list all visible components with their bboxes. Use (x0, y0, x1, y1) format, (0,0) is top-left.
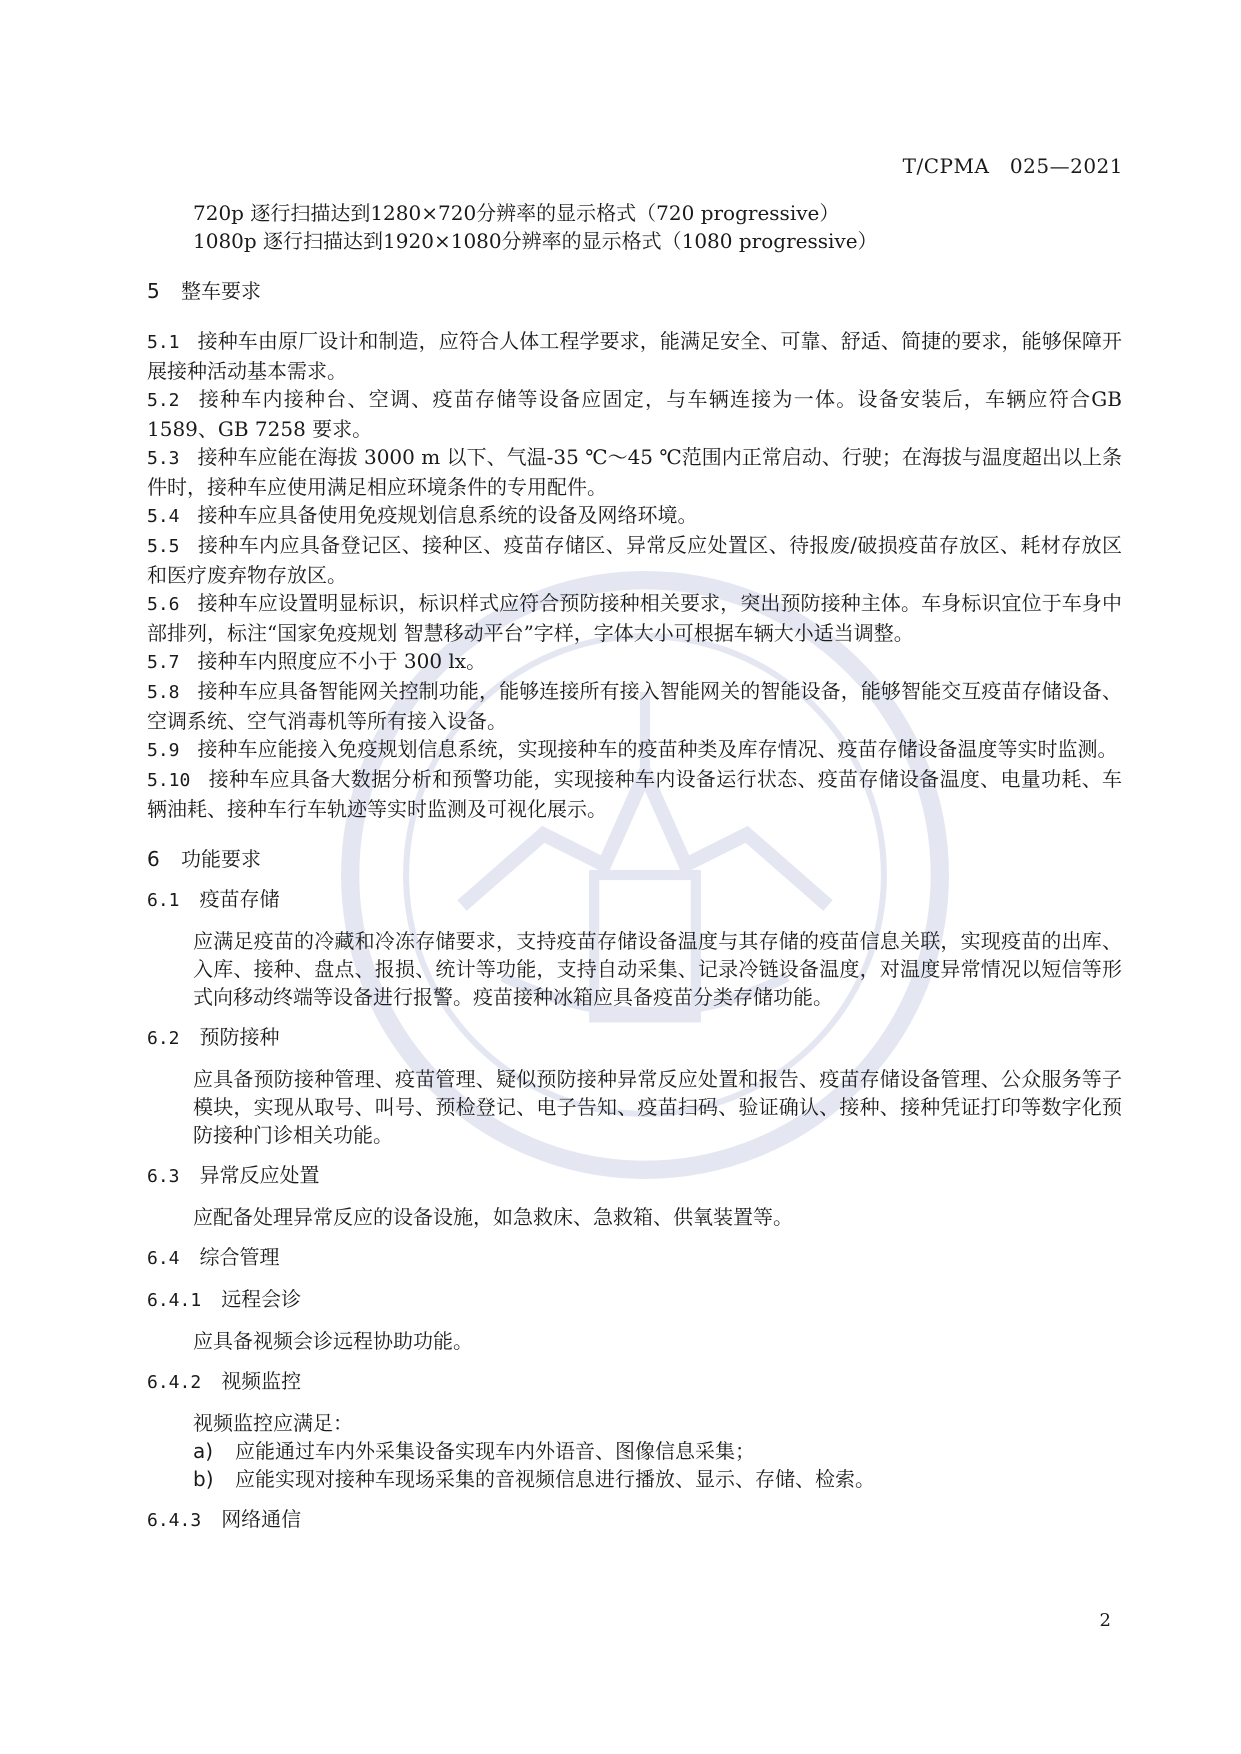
section-5-heading (147, 277, 1122, 305)
subsection-6-3-heading: 6.3 异常反应处置 (147, 1163, 320, 1187)
clause-5-7: 5.7 接种车内照度应不小于 300 lx。 (147, 649, 487, 673)
list-item-b: b) 应能实现对接种车现场采集的音视频信息进行播放、显示、存储、检索。 (193, 1467, 875, 1491)
subsection-6-2-text: 应具备预防接种管理、疫苗管理、疑似预防接种异常反应处置和报告、疫苗存储设备管理、公众服务等子模块，实现从取号、叫号、预检登记、电子告知、疫苗扫码、验证确认、接种、接种凭证打印等数字化预防接种门诊相关功能。 (193, 1067, 1122, 1147)
definition-1080p: 1080p 逐行扫描达到1920×1080分辨率的显示格式（1080 progressive） (193, 229, 878, 253)
subsection-6-3-text: 应配备处理异常反应的设备设施，如急救床、急救箱、供氧装置等。 (193, 1205, 793, 1229)
subsection-6-1-text: 应满足疫苗的冷藏和冷冻存储要求，支持疫苗存储设备温度与其存储的疫苗信息关联，实现疫苗的出库、入库、接种、盘点、报损、统计等功能，支持自动采集、记录冷链设备温度，对温度异常情况以短信等形式向移动终端等设备进行报警。疫苗接种冰箱应具备疫苗分类存储功能。 (193, 929, 1122, 1009)
section-title: 功能要求 (181, 847, 261, 871)
definition-720p: 720p 逐行扫描达到1280×720分辨率的显示格式（720 progressive） (193, 201, 840, 225)
subsection-6-4-2-heading: 6.4.2 视频监控 (147, 1369, 302, 1393)
clause-5-2: 5.2 接种车内接种台、空调、疫苗存储等设备应固定，与车辆连接为一体。设备安装后，车辆应符合GB 1589、GB 7258 要求。 (147, 387, 1122, 441)
page-number: 2 (1099, 1610, 1111, 1631)
standard-code: T/CPMA 025—2021 (902, 154, 1123, 178)
list-item-a: a) 应能通过车内外采集设备实现车内外语音、图像信息采集； (193, 1439, 755, 1463)
subsection-6-1-heading: 6.1 疫苗存储 (147, 887, 280, 911)
clause-5-4: 5.4 接种车应具备使用免疫规划信息系统的设备及网络环境。 (147, 503, 698, 527)
clause-5-8: 5.8 接种车应具备智能网关控制功能，能够连接所有接入智能网关的智能设备，能够智能交互疫苗存储设备、空调系统、空气消毒机等所有接入设备。 (147, 679, 1122, 733)
subsection-6-4-heading: 6.4 综合管理 (147, 1245, 280, 1269)
section-number: 5 (147, 279, 160, 303)
clause-5-5: 5.5 接种车内应具备登记区、接种区、疫苗存储区、异常反应处置区、待报废/破损疫苗存放区、耗材存放区和医疗废弃物存放区。 (147, 533, 1122, 587)
clause-5-1: 5.1 接种车由原厂设计和制造，应符合人体工程学要求，能满足安全、可靠、舒适、简捷的要求，能够保障开展接种活动基本需求。 (147, 329, 1122, 383)
section-number: 6 (147, 847, 160, 871)
section-title: 整车要求 (181, 279, 261, 303)
document-body (147, 199, 1122, 1535)
subsection-6-4-1-heading: 6.4.1 远程会诊 (147, 1287, 302, 1311)
subsection-6-4-2-intro: 视频监控应满足： (193, 1411, 353, 1435)
clause-5-9: 5.9 接种车应能接入免疫规划信息系统，实现接种车的疫苗种类及库存情况、疫苗存储设备温度等实时监测。 (147, 737, 1118, 761)
clause-5-3: 5.3 接种车应能在海拔 3000 m 以下、气温-35 ℃～45 ℃范围内正常启动、行驶；在海拔与温度超出以上条件时，接种车应使用满足相应环境条件的专用配件。 (147, 445, 1122, 499)
clause-5-10: 5.10 接种车应具备大数据分析和预警功能，实现接种车内设备运行状态、疫苗存储设备温度、电量功耗、车辆油耗、接种车行车轨迹等实时监测及可视化展示。 (147, 767, 1122, 821)
subsection-6-4-3-heading: 6.4.3 网络通信 (147, 1507, 302, 1531)
clause-5-6: 5.6 接种车应设置明显标识，标识样式应符合预防接种相关要求，突出预防接种主体。车身标识宜位于车身中部排列，标注“国家免疫规划 智慧移动平台”字样，字体大小可根据车辆大小适当调整。 (147, 591, 1122, 645)
section-6-heading (147, 845, 1122, 873)
subsection-6-2-heading: 6.2 预防接种 (147, 1025, 280, 1049)
subsection-6-4-1-text: 应具备视频会诊远程协助功能。 (193, 1329, 473, 1353)
